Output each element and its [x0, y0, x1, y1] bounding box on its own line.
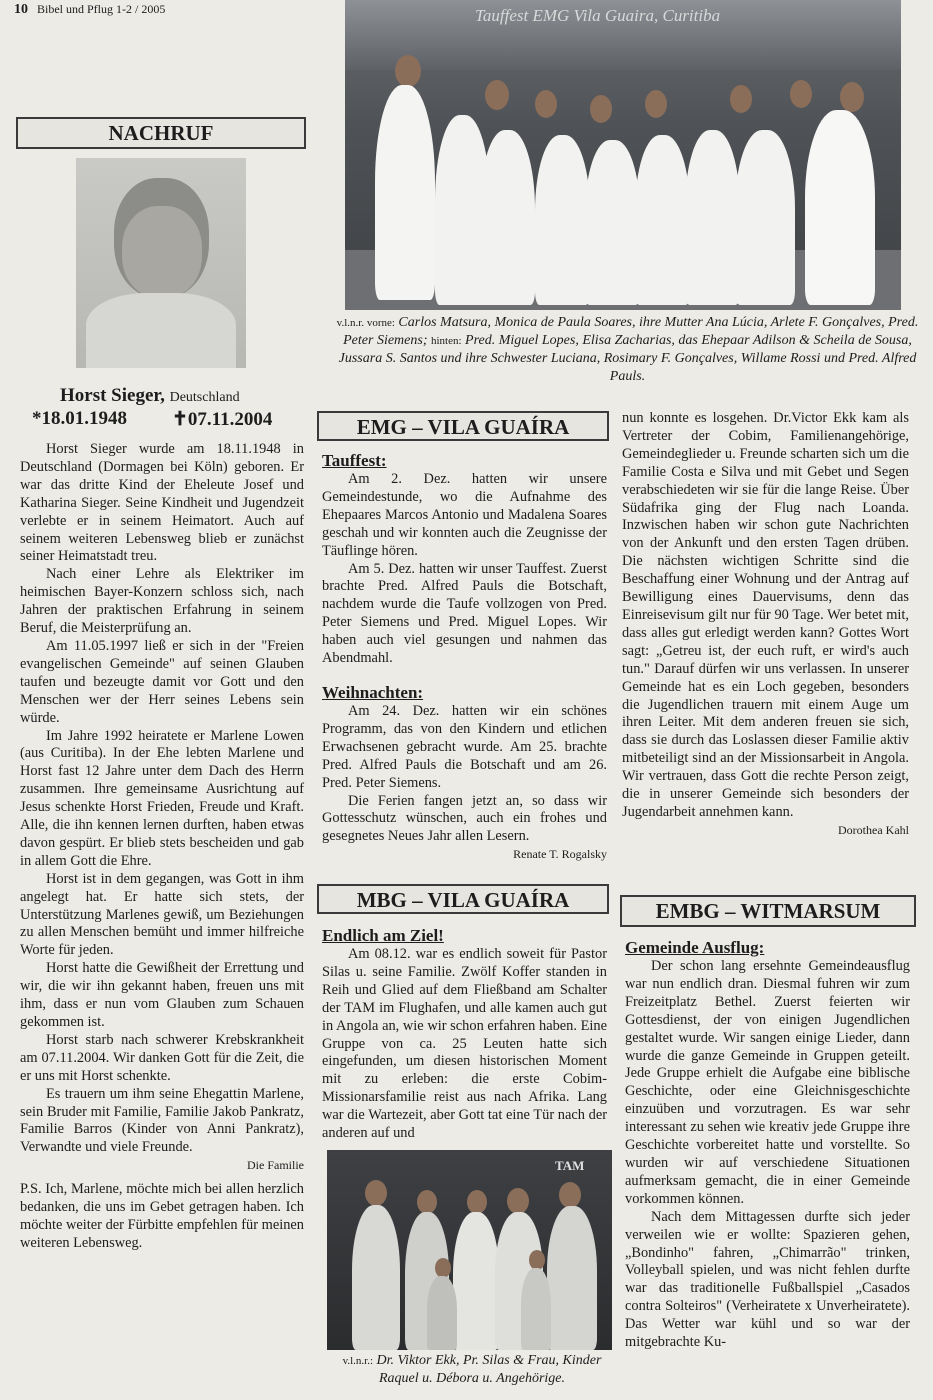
portrait-photo [76, 158, 246, 368]
nachruf-paragraph: Im Jahre 1992 heiratete er Marlene Lowen (aus Curitiba). In der Ehe lebten Marlene und Horst fast 12 Jahre unter dem Dach des Herrn zusammen. Ihre gemeinsame Ausrichtung auf Jesus schenkte Horst Frieden, Freude und Kraft. Alle, die ihn kennen lernen durften, haben etwas davon gespürt. Er blieb stets bescheiden und gab in allem Gott die Ehre. [20, 727, 304, 869]
page-header [14, 2, 165, 18]
baptism-group-photo [345, 0, 901, 310]
embg-title: EMBG – WITMARSUM [620, 895, 916, 927]
nachruf-signature: Die Familie [247, 1158, 304, 1173]
mbg-title: MBG – VILA GUAÍRA [317, 884, 609, 914]
family-airport-photo [327, 1150, 612, 1350]
emg-paragraph: Die Ferien fangen jetzt an, so dass wir Gottesschutz wünschen, auch ein frohes und gesegnetes Neues Jahr allen Lesern. [322, 792, 607, 845]
nachruf-paragraph: Horst ist in dem gegangen, was Gott in ihm angelegt hat. Er hatte sich stets, der Unterstützung Marlenes gewiß, um Beziehungen zu allen Menschen bemüht und immer hilfreiche Worte für jeden. [20, 870, 304, 959]
emg-signature: Renate T. Rogalsky [513, 847, 607, 862]
mbg-paragraph: Am 08.12. war es endlich soweit für Pastor Silas u. seine Familie. Zwölf Koffer standen in Reih und Glied auf dem Fließband am Schalter der TAM im Flughafen, und alle kamen auch gut in Angola an, wie wir schon erfahren haben. Eine Gruppe von ca. 25 Leuten hatte sich eingefunden, um diesen historischen Moment mit zu erleben: die erste Cobim-Missionarsfamilie reist aus nach Afrika. Lang war die Wartezeit, aber Gott tat eine Tür nach der anderen auf und [322, 946, 607, 1142]
nachruf-paragraph: Es trauern um ihm seine Ehegattin Marlene, sein Bruder mit Familie, Familie Jakob Pankratz, Familie Barros (Kinder von Anni Pankratz), Verwandte und viele Freunde. [20, 1085, 304, 1156]
mbg-body [322, 946, 607, 1143]
emg-body-2 [322, 703, 607, 864]
nachruf-body [20, 441, 304, 1253]
emg-title: EMG – VILA GUAÍRA [317, 411, 609, 441]
nachruf-title: NACHRUF [16, 117, 306, 149]
embg-body [625, 958, 910, 1352]
airport-sign: TAM [555, 1158, 585, 1173]
nachruf-paragraph: Am 11.05.1997 ließ er sich in der "Freien evangelischen Gemeinde" auf seinen Glauben taufen und bezeugte damit vor Gott und den Menschen wer der Herr seines Lebens sein würde. [20, 637, 304, 726]
caption-prefix: v.l.n.r. vorne: [336, 317, 395, 329]
deceased-name: Horst Sieger, [60, 385, 165, 406]
emg-paragraph: Am 2. Dez. hatten wir unsere Gemeindestunde, wo die Aufnahme des Ehepaares Marcos Antonio und Madalena Soares geschah und wir konnten auch die Zeugnisse der Täuflinge hören. [322, 471, 607, 559]
emg-subheading-weihnachten: Weihnachten: [322, 683, 424, 702]
emg-paragraph: Am 24. Dez. hatten wir ein schönes Programm, das von den Kindern und etlichen Erwachsenen gebracht wurde. Am 25. brachte Pred. Alfred Pauls die Botschaft und am 26. Pred. Peter Siemens. [322, 703, 607, 791]
right-signature: Dorothea Kahl [838, 822, 909, 837]
death-date: ✝07.11.2004 [172, 409, 273, 430]
nachruf-paragraph: Nach einer Lehre als Elektriker im heimischen Bayer-Konzern schloss sich, nach Jahren der praktischen Erfahrung in seinem Beruf, die Meisterprüfung an. [20, 566, 304, 637]
emg-paragraph: Am 5. Dez. hatten wir unser Tauffest. Zuerst brachte Pred. Alfred Pauls die Botschaft, nachdem wurde die Taufe vollzogen von Pred. Peter Siemens und Pred. Miguel Lopes. Wir haben auch viel gesungen und nahmen das Abendmahl. [322, 560, 607, 667]
family-photo-caption [322, 1352, 622, 1388]
right-column-body [622, 410, 909, 840]
nachruf-paragraph: Horst starb nach schwerer Krebskrankheit am 07.11.2004. Wir danken Gott für die Zeit, die er uns mit Horst schenkte. [20, 1031, 304, 1084]
page-number: 10 [14, 2, 28, 17]
caption-back-row: Pred. Miguel Lopes, Elisa Zacharias, das Ehepaar Adilson & Scheila de Sousa, Jussara S. Santos und ihre Schwester Luciana, Rosimary F. Gonçalves, Willame Rossi und Pred. Alfred Pauls. [338, 333, 917, 384]
nachruf-paragraph: Horst Sieger wurde am 18.11.1948 in Deutschland (Dormagen bei Köln) geboren. Er war das dritte Kind der Eheleute Josef und Katharina Sieger. Seine Kindheit und Jugendzeit verlebte er in seinem Heimatort. Auch auf seinem weiteren Lebensweg blieb er zunächst seiner Heimatstadt treu. [20, 441, 304, 565]
deceased-country: Deutschland [169, 390, 240, 405]
right-paragraph: nun konnte es losgehen. Dr.Victor Ekk kam als Vertreter der Cobim, Familienangehörige, Gemeindeglieder u. Freunde scharten sich um die Familie Costa e Silva und mit Gebet und Segen verabschiedeten wir sie für die lange Reise. Über Südafrika ging der Flug nach Loanda. Inzwischen haben wir schon gute Nachrichten von der Ankunft und den ersten Tagen drüben. Die nächsten wichtigen Schritte sind die Beschaffung einer Wohnung und der Antrag auf Bewilligung eines Dauervisums, denn das Einreisevisum gilt nur für 90 Tage. Wer betet mit, dass alles gut erledigt werden kann? Gottes Wort sagt: „Getreu ist, der euch ruft, er wird's auch tun." Darauf dürfen wir uns verlassen. In unserer Gemeinde hat es ein Loch gegeben, besonders die Jugendlichen trauern mit einem Auge um ihren Leiter. Mit dem anderen freuen sie sich, dass sie durch das Loslassen dieser Familie aktiv mitbeteiligt sind an der Missionsarbeit in Angola. Wir vertrauen, dass Gott die rechte Person zeigt, die in unserer Gemeinde sich besonders der Jugendarbeit annehmen kann. [622, 410, 909, 820]
deceased-name-line [60, 385, 240, 407]
nachruf-paragraph: Horst hatte die Gewißheit der Errettung und wir, die wir ihn gekannt haben, freuen uns mit ihm, dass er nun vom Glauben zum Schauen gekommen ist. [20, 960, 304, 1030]
caption-front-row: Carlos Matsura, Monica de Paula Soares, ihre Mutter Ana Lúcia, Arlete F. Gonçalves, Pred. Peter Siemens; [343, 315, 919, 348]
caption-mid: hinten: [430, 335, 462, 347]
embg-paragraph: Nach dem Mittagessen durfte sich jeder verweilen wie er wollte: Spazieren gehen, „Bondinho" fahren, „Chimarrão" trinken, Volleyball spielen, und was nicht fehlen durfte war das traditionelle Fußballspiel „Casados contra Solteiros" (Verheiratete x Unverheiratete). Das Wetter war kühl und so war der mitgebrachte Ku- [625, 1208, 910, 1351]
emg-subheading-tauffest: Tauffest: [322, 451, 387, 470]
embg-subheading: Gemeinde Ausflug: [625, 938, 765, 957]
publication-name: Bibel und Pflug 1-2 / 2005 [37, 2, 166, 16]
baptism-photo-caption [330, 314, 925, 386]
nachruf-ps: P.S. Ich, Marlene, möchte mich bei allen herzlich bedanken, die uns im Gebet getragen haben. Ich möchte weiter der Fürbitte empfehlen für meinen weiteren Lebensweg. [20, 1181, 304, 1251]
birth-date: *18.01.1948 [32, 408, 127, 429]
photo-overlay-text: Tauffest EMG Vila Guaira, Curitiba [475, 6, 721, 25]
mbg-subheading: Endlich am Ziel! [322, 926, 444, 945]
family-caption-text: Dr. Viktor Ekk, Pr. Silas & Frau, Kinder Raquel u. Débora u. Angehörige. [376, 1353, 602, 1386]
emg-body [322, 471, 607, 668]
embg-paragraph: Der schon lang ersehnte Gemeindeausflug war nun endlich dran. Diesmal fuhren wir zum Freizeitplatz Bethel. Zuerst feierten wir Gottesdienst, der von einigen Jugendlichen gestaltet wurde. Wir sangen einige Lieder, dann wurde die ganze Gemeinde in Gruppen geteilt. Jede Gruppe erhielt die Aufgabe eine biblische Geschichte, oder eine Gleichnisgeschichte einzuüben und vorzutragen. Es war sehr interessant zu sehen wie kreativ jede Gruppe ihre Geschichte vorbereitet hatte und vorstellte. So wurden wir auf verschiedene Situationen aufmerksam gemacht, die in einer Gemeinde vorkommen können. [625, 958, 910, 1207]
family-caption-prefix: v.l.n.r.: [342, 1355, 374, 1367]
